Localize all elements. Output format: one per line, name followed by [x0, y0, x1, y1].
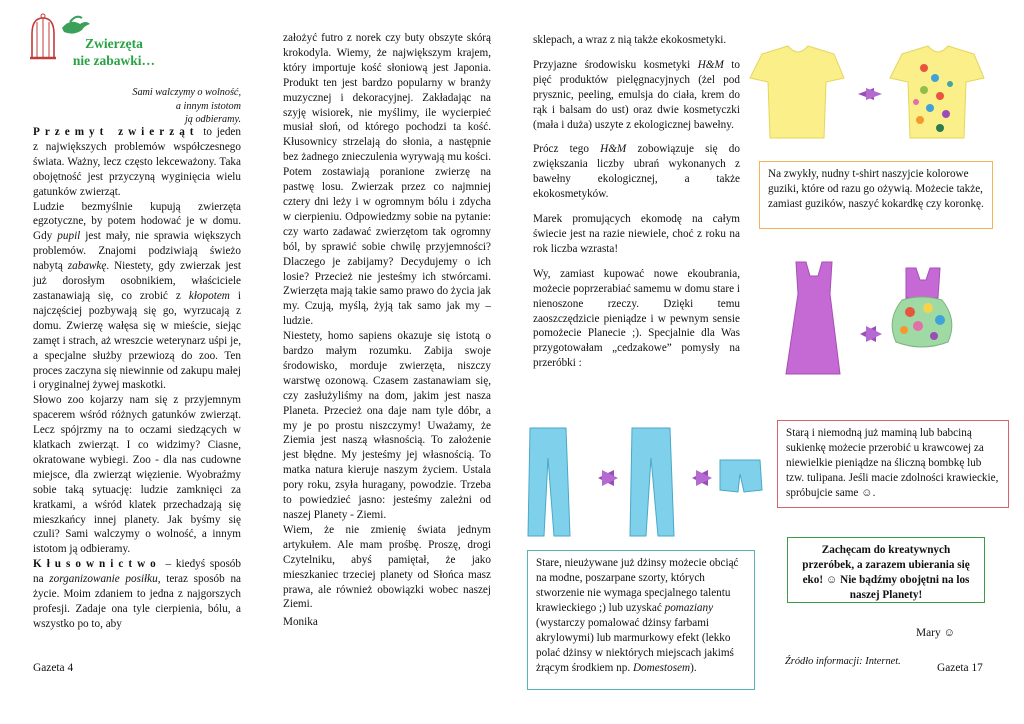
tshirt-drawing [740, 38, 1005, 143]
motto-line: ją odbieramy. [184, 114, 241, 125]
dress-drawing [780, 254, 980, 404]
signature-monika: Monika [283, 616, 318, 629]
column-1 [33, 125, 241, 632]
paragraph-text: – kiedyś sposób na [33, 558, 241, 586]
paragraph-text: jest mały, nie sprawia większych problemów. Znajomi podziwiają świeżo nabytą [33, 230, 241, 273]
page-number-left: Gazeta 4 [33, 662, 74, 674]
paragraph-text: zobowiązuje się do zwiększania liczby ubrań wykonanych z bawełny ekologicznej, a także ekokosmetyków. [533, 143, 740, 201]
paragraph-text: . Niestety, gdy zwierzak jest już dorosłym osobnikiem, właściciele zastanawiają się, co zrobić z [33, 260, 241, 302]
paragraph-ecofashion-brands: Marek promujących ekomodę na całym świecie jest na razie niewiele, choć z roku na rok liczba wzrasta! [533, 213, 740, 255]
jeans-tip-box [527, 550, 755, 690]
paragraph-text: teraz sposób na życie. Moim zdaniem to jedna z najgorszych profesji. Zadaje ona tyle cierpienia, bólu, a wszystko po to, aby [33, 573, 242, 630]
box-text: ). [690, 662, 697, 674]
paragraph-plea: Wiem, że nie zmienię świata jednym artykułem. Ale mam prośbę. Proszę, drogi Czytelniku, abyś pamiętał, że jako mieszkaniec trzeciej planety od Słońca masz prawa, ale również obowiązki wobec naszej Ziemi. [283, 523, 491, 611]
call-to-action-box: Zachęcam do kreatywnych przeróbek, a zarazem ubierania się eko! ☺ Nie bądźmy obojętni na los naszej Planety! [787, 537, 985, 603]
paragraph-text: to pięć produktów pielęgnacyjnych (żel pod prysznic, peeling, emulsja do ciała, krem do rąk i balsam do ust) oraz dwie kosmetyczki (mała i duża) uszyte z ekologicznej bawełny. [533, 58, 740, 131]
motto-line: a innym istotom [175, 100, 241, 112]
motto-line: Sami walczymy o wolność, [132, 87, 241, 98]
emphasis: zabawkę [67, 260, 107, 273]
tshirt-tip-box: Na zwykły, nudny t-shirt naszyjcie kolorowe guziki, które od razu go ożywią. Możecie także, zamiast guzików, naszyć kokardkę czy koronkę. [759, 161, 993, 229]
column-2 [283, 31, 491, 630]
article-title [64, 35, 164, 69]
paragraph-poaching [33, 557, 241, 632]
motto [100, 86, 241, 127]
paragraph-homo-sapiens: Niestety, homo sapiens okazuje się istotą o bardzo małym rozumku. Zabija swoje środowisko, morduje zwierzęta, niszczy warstwę ozonową. Czasem zastanawiam się, czy zasłużyliśmy na dom, jakim jest nasza Planeta. Przecież ona daje nam tyle dóbr, a my je po prostu niszczymy! Uważamy, że Ziemia jest naszą własnością. To założenie jest błędne. My jesteśmy jej własnością. To matka natura kieruje naszym życiem. Ustala pory roku, zsyła huragany, powodzie. Trzeba to powiedzieć jasno: jesteśmy zależni od naszej Planety - Ziemi. [283, 330, 491, 521]
paragraph-exotic-pets [33, 200, 241, 394]
paragraph-ecocosmetics: sklepach, a wraz z nią także ekokosmetyki. [533, 34, 727, 46]
paragraph-smuggling [33, 125, 241, 200]
emphasis: H&M [697, 58, 724, 71]
paragraph-hm-commitment [533, 142, 740, 202]
author-mary: Mary ☺ [916, 627, 956, 639]
emphasis: pomaziany [664, 602, 714, 614]
title-line-2: nie zabawki… [72, 53, 156, 68]
emphasis: H&M [600, 143, 627, 156]
emphasis: zorganizowanie posiłku, [49, 573, 161, 586]
emphasis: kłopotem [188, 289, 230, 302]
lead-word: Przemyt zwierząt [33, 126, 199, 138]
dress-tip-box: Starą i niemodną już maminą lub babciną sukienkę możecie przerobić u krawcowej za niewielkie pieniądze na śliczną bombkę lub tzw. tulipana. Jeśli macie zdolności krawieckie, spróbujcie same ☺. [777, 420, 1009, 508]
page-number-right: Gazeta 17 [937, 662, 983, 674]
paragraph-text: i najczęściej pozbywają się go, wyrzucają z domu. Zwierzę wałęsa się w mieście, siejąc zamęt i strach, aż wreszcie weterynarz uśpi je, a specjalne służby przewiozą do zoo. Ten proces zaczyna się niewinnie od zakupu małej i oryginalnej żywej maskotki. [33, 289, 241, 392]
paragraph-text: Prócz tego [533, 143, 601, 156]
emphasis: Domestosem [632, 662, 691, 674]
column-3 [533, 33, 740, 371]
paragraph-text: Przyjazne środowisku kosmetyki [533, 58, 698, 71]
jeans-drawing [520, 418, 770, 543]
paragraph-diy-intro: Wy, zamiast kupować nowe ekoubrania, możecie poprzerabiać samemu w domu stare i nienoszone rzeczy. Dzięki temu zaoszczędzicie pieniądze i w pewnym sensie pomożecie Planecie ;). Specjalnie dla Was przygotowałam „cedzakowe” pomysły na przeróbki : [533, 267, 740, 370]
paragraph-hm-products [533, 58, 740, 133]
lead-word: Kłusownictwo [33, 558, 161, 571]
box-text: (wystarczy pomalować dżinsy farbami akrylowymi) lub marmurkowy efekt (lekko polać dżinsy w niektórych miejscach jakimś żrącym środkiem np. [536, 617, 734, 674]
source-note: Źródło informacji: Internet. [785, 656, 901, 667]
paragraph-text: Ludzie bezmyślnie kupują zwierzęta egzotyczne, by potem hodować je w domu. Gdy [33, 200, 241, 243]
paragraph-text: to jeden z największych problemów współczesnego świata. Ważny, lecz często lekceważony. Taka obojętność jest przyczyną wyginięcia wielu gatunków zwierząt. [33, 126, 241, 198]
paragraph-ivory: założyć futro z norek czy buty obszyte skórą krokodyla. Wiemy, że największym krajem, który importuje kość słoniową jest Japonia. Produkt ten jest bardzo popularny w branży muzycznej i dekoracyjnej. Zakładając na szyję wisiorek, nie myślimy, ile wycierpieć musiał słoń, od którego pochodzi ta kość. Kłusownicy strzelają do słonia, a następnie bez żadnego znieczulenia wyrywają mu kości. Potem zostawiają poranione zwierzę na pastwę losu. Zwierzak przez co najmniej cztery dni leży i w ogromnym bólu i zdycha w cierpieniu. Odpowiedzmy sobie na pytanie: czy warto zadawać zwierzętom tak ogromny ból, by sprawić sobie chwilę przyjemności? Dlaczego je zabijamy? Decydujemy o ich losie? Przecież nie jesteśmy ich stwórcami. Zwierzęta mają takie samo prawo do życia jak my. Czują, myślą, żyją tak samo jak my – ludzie. [283, 32, 491, 328]
box-text: Stare, nieużywane już dżinsy możecie obciąć na modne, poszarpane szorty, których stworzenie nie wymaga specjalnego talentu krawieckiego ;) lub uzyskać [536, 557, 739, 614]
title-line-1: Zwierzęta [85, 36, 143, 51]
emphasis: pupil [57, 230, 81, 243]
paragraph-zoo: Słowo zoo kojarzy nam się z przyjemnym spacerem wśród różnych gatunków zwierząt. Lecz spójrzmy na to oczami siedzących w klatkach zwierząt. I co widzimy? Ciasne, okratowane wybiegi. Zoo - dla nas cudowne miejsce, dla zwierząt więzienie. Wyobraźmy sobie taką sytuację: ludzie zamknięci za kratkami, a wśród klatek przechadzają się mieszkańcy innej planety. Jak byśmy się czuli? Sami walczymy o wolność, a innym istotom ją odbieramy. [33, 394, 241, 556]
